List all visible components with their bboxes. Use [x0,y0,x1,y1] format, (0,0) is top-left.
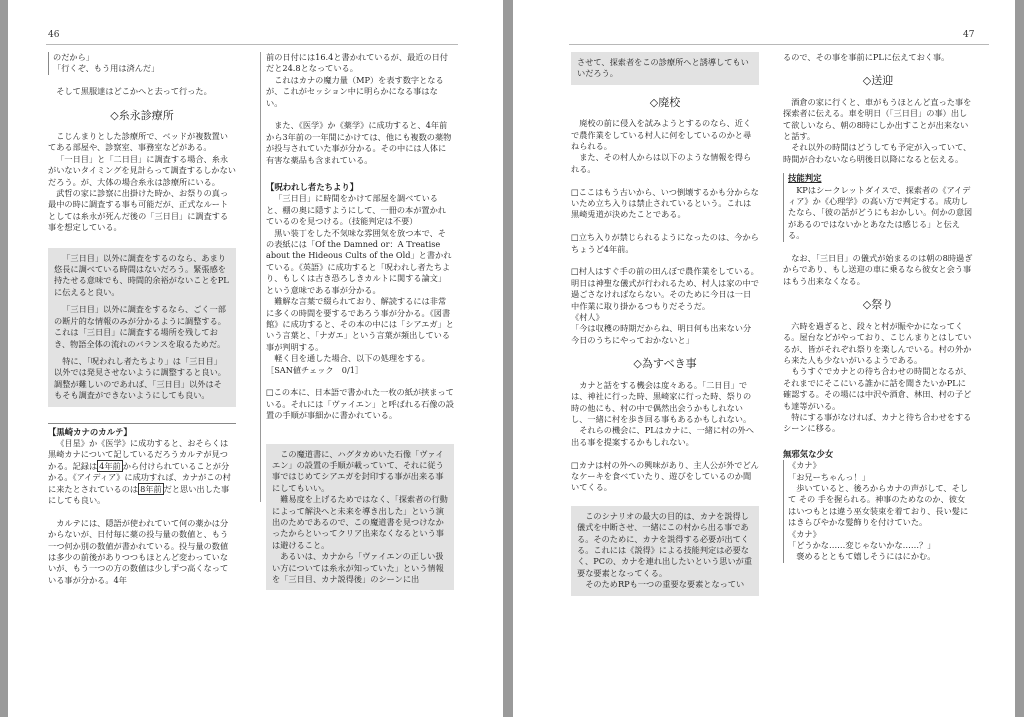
dialogue: 「お兄ーちゃんっ！」 [788,471,870,482]
note-paragraph: このシナリオの最大の目的は、カナを説得し儀式を中断させ、一緒にこの村から出る事である。そのために、カナを説得する必要が出てくる。これには《説得》による技能判定は必要なく、PCの、カナを連れ出したいという思いが重要な要素となってくる。 [577,510,753,578]
paragraph: 軽く目を通した場合、以下の処理をする。 [274,353,430,364]
note-paragraph: 「三日目」以外に調査をするのなら、あまり悠長に調べている時間はないだろう。緊張感を持たせる意味でも、時間的余裕がないことをPLに伝えると良い。 [54,252,229,297]
skill-check-block [783,173,973,241]
left-column-2 [266,52,454,594]
page-number: 47 [963,30,975,40]
scene-title: 無邪気な少女 [783,448,834,459]
paragraph: なお、「三日目」の儀式が始まるのは朝の8時過ぎからであり、もし送迎の車に乗るなら彼女と会う事はもう出来なくなる。 [783,253,973,286]
note-paragraph: 「三日目」以外に調査をするなら、ごく一部の断片的な情報のみが分かるように調整する。これは「三日目」に調査する場所を残しておき、物語全体の流れのバランスを取るためだ。 [54,304,226,349]
quote-line: 「行くぞ、もう用は済んだ」 [53,63,160,74]
speaker: 《カナ》 [788,528,821,539]
paragraph: 黒い装丁をした不気味な雰囲気を放つ本で、その表紙には「Of the Damned or：A Treatise about the Hideous Cults of the Old」と書かれている。《英語》に成功すると「呪われし者たちより、もしくは古き恐ろしきカルトに関する論文」という意味である事が分かる。 [266,227,452,295]
note-box [571,52,759,85]
dialogue: 「どうかな……変じゃないかな……？」 [788,540,936,551]
info-item: □カナは村の外への興味があり、主人公が外でどんなケーキを食べていたり、遊びをしているのか聞いてくる。 [571,459,759,493]
note-box [571,506,759,596]
column-divider [260,52,261,502]
right-page [513,0,1015,717]
paragraph: 六時を過ぎると、段々と村が賑やかになってくる。屋台などがやっており、こじんまりとはしているが、皆がそれぞれ祭りを楽しんでいる。村の外から来た人も少ないがいるようである。 [783,320,972,365]
note-box [266,444,454,591]
paragraph: これはカナの魔力量（MP）を表す数字となるが、これがセッション中に明らかになる事はない。 [266,74,444,108]
karte-text: 《目星》か《医学》に成功すると、おそらくは黒崎カナについて記しているだろうカルテが見つかる。記録は [48,437,229,471]
san-check: ［SAN値チェック 0/1］ [266,364,364,375]
info-item: □村人はすぐ手の前の田んぼで農作業をしている。明日は神聖な儀式が行われるため、村人は家の中で過ごさなければならない。そのために今日は一日中作業に取り掛かるつもりだそうだ。 [571,266,759,311]
header-rule [46,44,458,45]
paragraph: □この本に、日本語で書かれた一枚の紙が挟まっている。それには「ヴァイエン」と呼ばれる石像の設置の手順が事細かに書かれている。 [266,387,454,421]
right-column-1 [571,52,759,600]
paragraph: 廃校の前に侵入を試みようとするのなら、近くで農作業をしている村人に何をしているのかと尋ねられる。 [571,118,752,152]
section-heading: ◇糸永診療所 [110,108,174,122]
paragraph: 「三日目」に時間をかけて部屋を調べていると、棚の奥に隠すようにして、一冊の本が置かれているのを見つける。（技能判定は不要） [266,193,446,227]
skill-check-title: 技能判定 [788,173,822,184]
note-paragraph: させて、探索者をこの診療所へと誘導してもいいだろう。 [577,57,749,79]
paragraph: 「一日目」と「二日目」に調査する場合、糸永がいないタイミングを見計らって調査するしかないだろう。が、大体の場合糸永は診療所にいる。 [48,153,236,187]
section-heading: ◇廃校 [649,95,681,109]
left-page [8,0,503,717]
page-number: 46 [48,30,60,40]
paragraph: また、《医学》か《薬学》に成功すると、4年前から3年前の一年間にかけては、他にも複数の薬物が投与されていた事が分かる。その中には人体に有害な薬品も含まれている。 [266,120,452,165]
section-heading: ◇為すべき事 [633,357,697,371]
paragraph: そして黒服達はどこかへと去って行った。 [56,86,212,97]
scene-block [783,460,973,563]
left-column-1 [48,52,236,586]
paragraph: 武哲の家に診察に出掛けた時か、お祭りの真っ最中の時に調査する事も可能だが、正式なルートとしては糸永が死んだ後の「三日目」に調査する事を想定している。 [48,188,229,233]
karte-text: だと思い出した事にしても良い。 [48,483,230,505]
header-rule [569,44,989,45]
skill-check-text: KPはシークレットダイスで、探索者の《アイディア》か《心理学》の高い方で判定する。成功したなら、「彼の話がどうにもおかしい。何かの意図があるのではないかとあなたは感じる」と伝える。 [788,184,973,241]
quote-block [48,52,236,75]
paragraph: もうすぐでカナとの待ち合わせの時間となるが、それまでにそこにいる誰かに話を聞きたいかPLに確認する。その場には中沢や酒倉、林田、村の子ども達等がいる。 [783,366,972,411]
karte-title: 【黒崎カナのカルテ】 [48,426,132,437]
paragraph: 難解な言葉で綴られており、解読するには非常に多くの時間を要するであろう事が分かる。《図書館》に成功すると、その本の中には「シアエガ」という言葉と、「ナガエ」という言葉が頻出している事が判明する。 [266,296,454,352]
right-column-2 [783,52,973,563]
paragraph: こじんまりとした診療所で、ベッドが複数置いてある部屋や、診察室、事務室などがある。 [48,131,228,153]
paragraph: 褒めるとともて嬉しそうにはにかむ。 [796,551,936,562]
section-heading: ◇祭り [862,298,894,312]
paragraph: 歩いていると、後ろからカナの声がして、そして その 手を握られる。神事のためなのか、彼女はいつもとは違う巫女装束を着ており、長い髪にはきらびやかな髪飾りを付けていた。 [788,482,969,528]
section-heading: ◇送迎 [862,74,894,88]
paragraph: カルテには、隠語が使われていて何の薬かは分からないが、日付毎に薬の投与量の数値と、もう一つ何か別の数値が書かれている。投与量の数値は多少の前後がありつつもほとんど変わっていないが、もう一つの方の数値は少しずつ高くなっている事が分かる。4年 [48,517,229,585]
info-item: □ここはもう古いから、いつ倒壊するかも分からないため立ち入りは禁止されているという。これは黒崎兎道が決めたことである。 [571,186,759,220]
boxed-text: 4年前 [99,460,121,471]
note-paragraph: この魔道書に、ハグタカめいた石像「ヴァイエン」の設置の手順が載っていて、それに従う事ではじめてシアエガを封印する事が出来る事にしてもいい。 [272,448,444,493]
karte-text: から付けられていることが分かる。《アイディア》に成功すれば、カナがこの村に来たとされているのは [48,460,231,494]
note-paragraph: あるいは、カナから「ヴァイエンの正しい扱い方については糸永が知っていた」という情報を「三日目、カナ説得後」のシーンに出 [272,551,444,585]
paragraph: 特にする事がなければ、カナと待ち合わせをするシーンに移る。 [783,411,972,434]
paragraph: また、その村人からは以下のような情報を得られる。 [571,152,752,174]
speaker: 《村人》 [571,312,604,323]
dialogue: 「今は収穫の時期だからね、明日何も出来ない分今日のうちにやっておかないと」 [571,323,752,345]
paragraph: カナと話をする機会は度々ある。「二日目」では、神社に行った時、黒崎家に行った時、祭りの時の他にも、村の中で偶然出会うかもしれないし、一緒に村を歩き回る事もあるかもしれない。 [571,379,752,424]
note-box [48,248,236,407]
quote-line: のだから」 [53,52,94,62]
cursed-title: 【呪われし者たちより】 [266,182,359,193]
paragraph: それらの機会に、PLはカナに、一緒に村の外へ出る事を提案するかもしれない。 [571,425,754,447]
note-paragraph: 特に、「呪われし者たちより」は「三日目」以外では発見させないように調整すると良い。調整が難しいのであれば、「三日目」以外はそもそも調査ができないようにしても良い。 [54,355,226,401]
speaker: 《カナ》 [788,460,821,471]
info-item: □立ち入りが禁じられるようになったのは、今からちょうど4年前。 [571,232,759,254]
note-paragraph: そのためRPも一つの重要な要素となってい [585,579,745,590]
note-paragraph: 難易度を上げるためではなく、「探索者の行動によって解決へと未来を導き出した」という演出のためであるので、この魔道書を見つけなかったからといってクリア出来なくなるという事は避けること。 [272,494,448,550]
paragraph: 酒倉の家に行くと、車がもうほとんど直った事を探索者に伝える。車を明日（「三日目」の事）出して欲しいなら、朝の8時にしか出すことが出来ないと話す。 [783,96,972,142]
paragraph: るので、その事を事前にPLに伝えておく事。 [783,52,950,62]
paragraph: それ以外の時間はどうしても予定が入っていて、時間が合わないなら明後日以降になると伝える。 [783,142,972,164]
boxed-text: 8年前 [140,483,162,494]
paragraph: 前の日付には16.4と書かれているが、最近の日付だと24.8となっている。 [266,52,448,74]
karte-section [48,423,236,587]
